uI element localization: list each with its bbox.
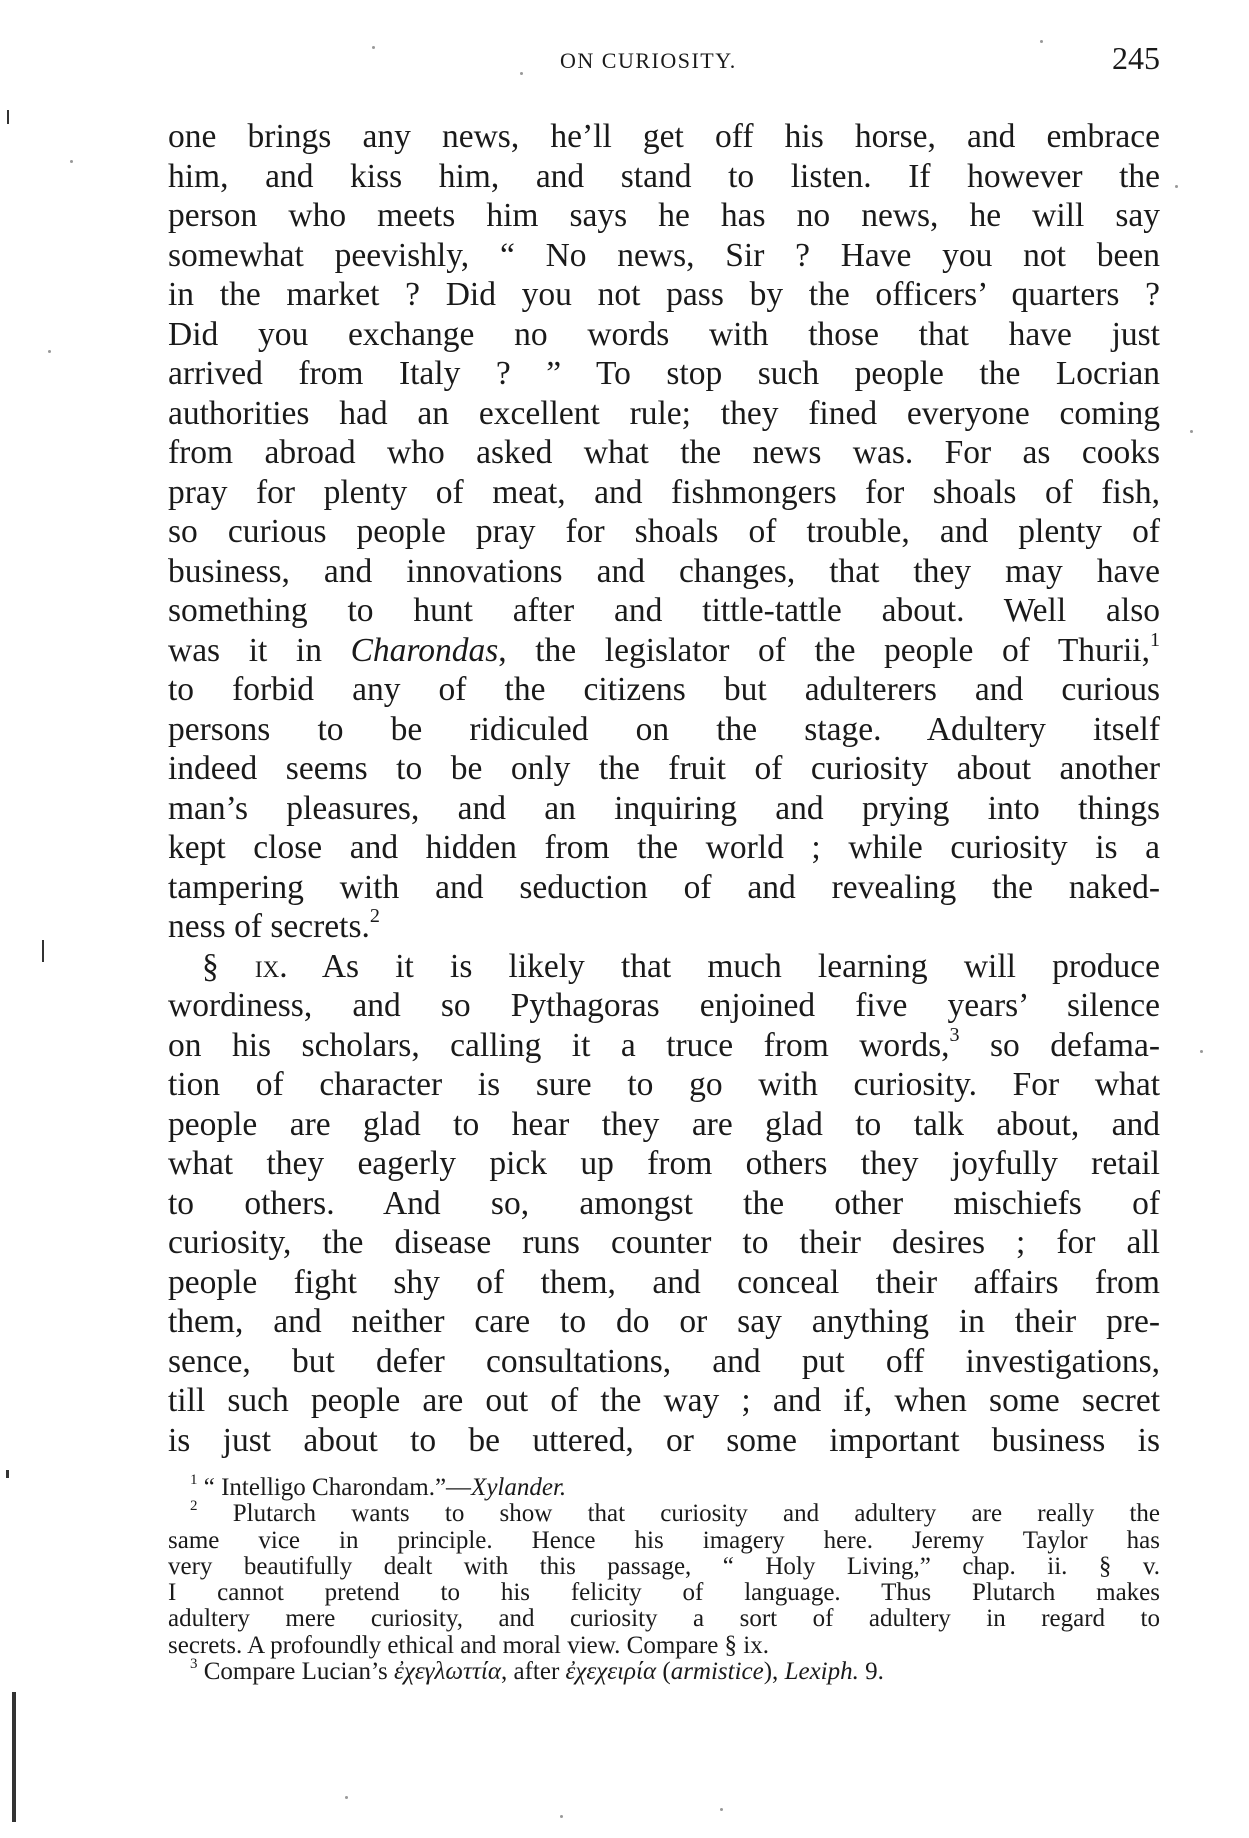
text-line: what they eagerly pick up from others they joyfully retail [168, 1145, 1160, 1182]
text-line: people are glad to hear they are glad to talk about, and [168, 1105, 1160, 1143]
text-line: arrived from Italy ? ” To stop such people the Locrian [168, 355, 1160, 392]
scan-speck [345, 1796, 348, 1799]
reference-italic: Lexiph. [784, 1658, 859, 1686]
text-line: tampering with and seduction of and revealing the naked- [168, 868, 1160, 906]
text-line: kept close and hidden from the world ; while curiosity is a [168, 829, 1160, 866]
scan-speck [372, 46, 375, 49]
text-run: . As it is likely that much learning will produce [279, 947, 1160, 985]
text-run: ness of secrets. [168, 908, 370, 945]
scan-speck [1190, 430, 1193, 433]
text-line: in the market ? Did you not pass by the officers’ quarters ? [168, 276, 1160, 313]
scan-speck [48, 350, 51, 353]
text-run: 9. [858, 1658, 884, 1686]
text-line: people fight shy of them, and conceal their affairs from [168, 1263, 1160, 1301]
charondas-italic: Charondas [350, 631, 499, 669]
text-run: , the legislator of the people of Thurii, [498, 631, 1150, 669]
footnote-ref-3[interactable]: 3 [949, 1023, 960, 1046]
gloss-italic: armistice [670, 1658, 764, 1686]
footnote-author: Xylander. [471, 1474, 567, 1501]
section-heading-line [168, 947, 1160, 987]
text-line: wordiness, and so Pythagoras enjoined five years’ silence [168, 987, 1160, 1024]
text-line: persons to be ridiculed on the stage. Adultery itself [168, 710, 1160, 748]
page-header [170, 40, 1160, 86]
footnote-3 [168, 1655, 1160, 1686]
scan-speck [520, 72, 523, 75]
greek-word: ἐχεγλωττία [393, 1658, 501, 1686]
footnote-line: same vice in principle. Hence his imagery here. Jeremy Taylor has [168, 1526, 1160, 1554]
scan-speck [720, 1808, 723, 1811]
section-number: ix [254, 947, 280, 985]
footnote-line: very beautifully dealt with this passage, “ Holy Living,” chap. ii. § v. [168, 1552, 1160, 1580]
page-number: 245 [1112, 40, 1160, 76]
scan-artifact [42, 940, 44, 962]
text-run: so defama- [959, 1026, 1161, 1064]
footnote-line: adultery mere curiosity, and curiosity a sort of adultery in regard to [168, 1605, 1160, 1633]
text-run: was it in [168, 631, 351, 669]
scan-artifact [6, 1470, 9, 1478]
text-run: Compare Lucian’s [197, 1658, 394, 1686]
text-line: authorities had an excellent rule; they fined everyone coming [168, 394, 1160, 432]
greek-word: ἐχεχειρία [565, 1658, 657, 1686]
text-line: to others. And so, amongst the other mischiefs of [168, 1184, 1160, 1222]
text-line: till such people are out of the way ; and if, when some secret [168, 1382, 1160, 1419]
text-line: Did you exchange no words with those that have just [168, 315, 1160, 353]
text-line: them, and neither care to do or say anything in their pre- [168, 1303, 1160, 1340]
text-line: to forbid any of the citizens but adulterers and curious [168, 671, 1160, 708]
scan-speck [1040, 40, 1043, 43]
text-run: Plutarch wants to show that curiosity and adultery are really the [197, 1500, 1160, 1528]
text-line: him, and kiss him, and stand to listen. If however the [168, 157, 1160, 195]
text-line: something to hunt after and tittle-tattle about. Well also [168, 592, 1160, 629]
text-line: pray for plenty of meat, and fishmongers for shoals of fish, [168, 473, 1160, 511]
scan-artifact [12, 1692, 16, 1822]
text-line: business, and innovations and changes, that they may have [168, 552, 1160, 590]
text-line: person who meets him says he has no news, he will say [168, 197, 1160, 234]
footnote-1 [168, 1471, 1160, 1501]
text-run: ( [656, 1658, 671, 1686]
scan-speck [70, 160, 73, 163]
section-sign: § [202, 947, 255, 985]
text-line: one brings any news, he’ll get off his horse, and embrace [168, 118, 1160, 155]
text-line [168, 1023, 1161, 1066]
text-run: , after [500, 1658, 566, 1686]
text-line [168, 904, 1160, 947]
footnote-ref-2[interactable]: 2 [369, 904, 380, 927]
text-line: curiosity, the disease runs counter to their desires ; for all [168, 1224, 1160, 1261]
footnote-line: secrets. A profoundly ethical and moral view. Compare § ix. [168, 1631, 770, 1659]
footnote-number: 3 [190, 1655, 198, 1672]
running-head: ON CURIOSITY. [560, 48, 737, 73]
footnote-number: 2 [190, 1498, 198, 1515]
footnotes [168, 1471, 1160, 1686]
footnote-number: 1 [190, 1471, 198, 1488]
text-line: from abroad who asked what the news was. For as cooks [168, 434, 1160, 471]
text-line: somewhat peevishly, “ No news, Sir ? Have you not been [168, 236, 1160, 274]
text-line: sence, but defer consultations, and put off investigations, [168, 1342, 1160, 1380]
scan-speck [1200, 1050, 1203, 1053]
scan-speck [560, 1815, 563, 1818]
body-text [168, 117, 1160, 1460]
footnote-ref-1[interactable]: 1 [1149, 628, 1160, 651]
text-line: so curious people pray for shoals of trouble, and plenty of [168, 513, 1160, 550]
text-line: is just about to be uttered, or some important business is [168, 1421, 1160, 1459]
footnote-line: I cannot pretend to his felicity of language. Thus Plutarch makes [168, 1579, 1160, 1607]
text-run: ), [763, 1658, 785, 1686]
scan-artifact [7, 110, 9, 124]
scan-speck [1175, 185, 1178, 188]
text-line: tion of character is sure to go with curiosity. For what [168, 1066, 1160, 1103]
text-run: on his scholars, calling it a truce from words, [168, 1026, 950, 1064]
footnote-2 [168, 1498, 1160, 1528]
text-line [168, 628, 1160, 671]
text-line: man’s pleasures, and an inquiring and prying into things [168, 789, 1160, 827]
text-line: indeed seems to be only the fruit of curiosity about another [168, 750, 1160, 787]
text-run: “ Intelligo Charondam.”— [197, 1474, 472, 1501]
